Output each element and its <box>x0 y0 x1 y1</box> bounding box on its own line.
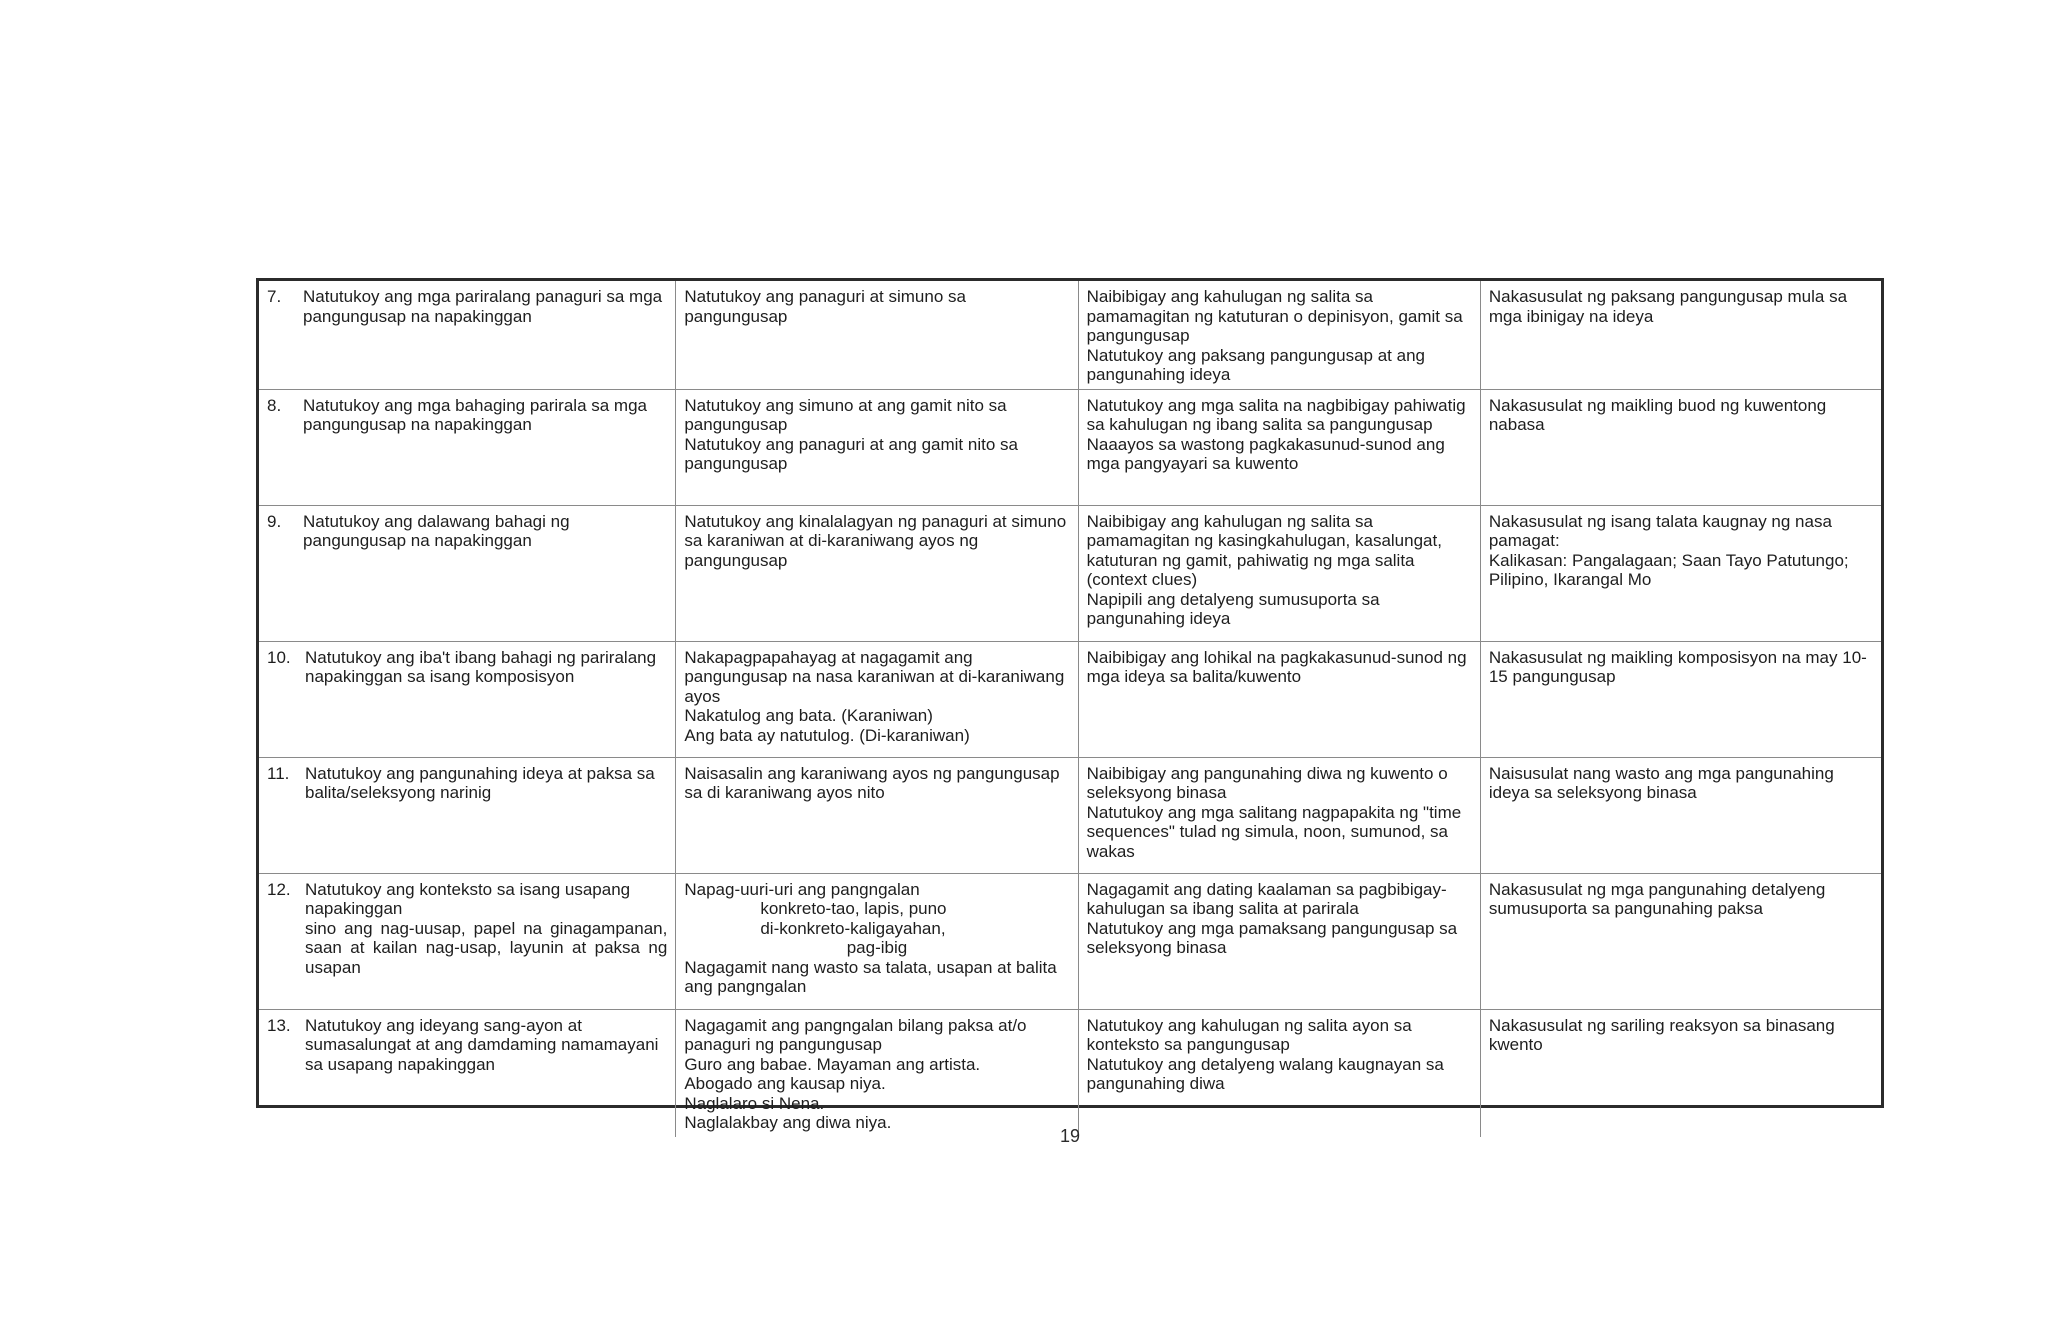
grammar-cell <box>676 389 1078 505</box>
listening-text: Natutukoy ang konteksto sa isang usapang napakinggan <box>305 879 631 918</box>
reading-text: Nagagamit ang dating kaalaman sa pagbibigay-kahulugan sa ibang salita at parirala <box>1086 879 1447 918</box>
listening-cell <box>259 757 676 873</box>
listening-cell <box>259 873 676 1009</box>
page-number: 19 <box>1059 1126 1081 1146</box>
writing-text: Nakasusulat ng paksang pangungusap mula sa mga ibinigay na ideya <box>1488 287 1848 326</box>
grammar-cell <box>676 641 1078 757</box>
grammar-cell <box>676 757 1078 873</box>
item-number: 13. <box>267 1015 291 1035</box>
writing-text: Nakasusulat ng maikling buod ng kuwentong nabasa <box>1488 395 1827 434</box>
table-row <box>259 505 1881 641</box>
listening-text: Natutukoy ang dalawang bahagi ng pangungusap na napakinggan <box>303 511 570 550</box>
competency-table-frame <box>256 278 1884 1132</box>
reading-text: Naibibigay ang kahulugan ng salita sa pamamagitan ng kasingkahulugan, kasalungat, katuturan ng gamit, pahiwatig ng mga salita (context clues) <box>1086 511 1442 589</box>
reading-text: Naibibigay ang pangunahing diwa ng kuwento o seleksyong binasa <box>1086 763 1448 802</box>
grammar-text: Nagagamit ang pangngalan bilang paksa at/o panaguri ng pangungusap <box>684 1015 1027 1054</box>
item-number: 8. <box>267 395 282 415</box>
listening-cell <box>259 1009 676 1137</box>
grammar-text: Natutukoy ang panaguri at ang gamit nito sa pangungusap <box>684 434 1018 473</box>
grammar-cell <box>676 505 1078 641</box>
grammar-text: Napag-uuri-uri ang pangngalan <box>684 879 920 899</box>
writing-cell <box>1480 873 1881 1009</box>
writing-cell <box>1480 389 1881 505</box>
writing-cell <box>1480 641 1881 757</box>
grammar-text: Nakapagpapahayag at nagagamit ang pangungusap na nasa karaniwan at di-karaniwang ayos <box>684 647 1065 706</box>
grammar-text: Ang bata ay natutulog. (Di-karaniwan) <box>684 725 970 745</box>
grammar-cell <box>676 1009 1078 1137</box>
reading-text: Naaayos sa wastong pagkakasunud-sunod ang mga pangyayari sa kuwento <box>1086 434 1445 473</box>
item-number: 12. <box>267 879 291 899</box>
writing-text: Nakasusulat ng maikling komposisyon na may 10-15 pangungusap <box>1488 647 1867 686</box>
writing-cell <box>1480 757 1881 873</box>
listening-text: Natutukoy ang mga bahaging parirala sa mga pangungusap na napakinggan <box>303 395 647 434</box>
table-row <box>259 873 1881 1009</box>
item-number: 9. <box>267 511 282 531</box>
grammar-text: Naisasalin ang karaniwang ayos ng pangungusap sa di karaniwang ayos nito <box>684 763 1060 802</box>
writing-text: Naisusulat nang wasto ang mga pangunahing ideya sa seleksyong binasa <box>1488 763 1834 802</box>
listening-cell <box>259 389 676 505</box>
grammar-text: Natutukoy ang kinalalagyan ng panaguri at simuno sa karaniwan at di-karaniwang ayos ng pangungusap <box>684 511 1067 570</box>
writing-text: Nakasusulat ng sariling reaksyon sa binasang kwento <box>1488 1015 1835 1054</box>
reading-text: Naibibigay ang lohikal na pagkakasunud-sunod ng mga ideya sa balita/kuwento <box>1086 647 1467 686</box>
reading-text: Naibibigay ang kahulugan ng salita sa pamamagitan ng katuturan o depinisyon, gamit sa pangungusap <box>1086 287 1463 345</box>
listening-cell <box>259 641 676 757</box>
grammar-text: konkreto-tao, lapis, puno <box>760 899 947 918</box>
grammar-text: Naglalakbay ang diwa niya. <box>684 1113 892 1132</box>
grammar-text: Nakatulog ang bata. (Karaniwan) <box>684 706 933 725</box>
writing-text: Nakasusulat ng mga pangunahing detalyeng sumusuporta sa pangunahing paksa <box>1488 879 1826 918</box>
writing-text: Nakasusulat ng isang talata kaugnay ng nasa pamagat: <box>1488 511 1832 550</box>
writing-cell <box>1480 505 1881 641</box>
table-row <box>259 281 1881 389</box>
table-row <box>259 641 1881 757</box>
competency-table <box>259 281 1881 1137</box>
writing-text: Kalikasan: Pangalagaan; Saan Tayo Patutungo; Pilipino, Ikarangal Mo <box>1488 550 1849 589</box>
item-number: 7. <box>267 287 282 306</box>
grammar-text: Nagagamit nang wasto sa talata, usapan at balita ang pangngalan <box>684 957 1057 996</box>
listening-text: Natutukoy ang pangunahing ideya at paksa sa balita/seleksyong narinig <box>305 763 655 802</box>
reading-cell <box>1078 641 1480 757</box>
reading-cell <box>1078 281 1480 389</box>
writing-cell <box>1480 1009 1881 1137</box>
grammar-text: Naglalaro si Nena. <box>684 1093 825 1113</box>
reading-text: Napipili ang detalyeng sumusuporta sa pangunahing ideya <box>1086 589 1380 628</box>
grammar-text: pag-ibig <box>846 938 908 957</box>
listening-text: sino ang nag-uusap, papel na ginagampanan, saan at kailan nag-usap, layunin at paksa ng usapan <box>305 918 668 977</box>
grammar-text: Natutukoy ang panaguri at simuno sa pangungusap <box>684 287 966 326</box>
reading-cell <box>1078 757 1480 873</box>
reading-text: Natutukoy ang kahulugan ng salita ayon sa konteksto sa pangungusap <box>1086 1015 1412 1054</box>
grammar-cell <box>676 873 1078 1009</box>
grammar-text: Natutukoy ang simuno at ang gamit nito sa pangungusap <box>684 395 1007 434</box>
reading-text: Natutukoy ang paksang pangungusap at ang pangunahing ideya <box>1086 345 1425 384</box>
reading-cell <box>1078 505 1480 641</box>
reading-text: Natutukoy ang mga pamaksang pangungusap sa seleksyong binasa <box>1086 918 1458 957</box>
reading-cell <box>1078 389 1480 505</box>
listening-cell <box>259 281 676 389</box>
grammar-cell <box>676 281 1078 389</box>
item-number: 10. <box>267 647 291 667</box>
writing-cell <box>1480 281 1881 389</box>
item-number: 11. <box>267 763 290 783</box>
listening-text: Natutukoy ang ideyang sang-ayon at sumasalungat at ang damdaming namamayani sa usapang napakinggan <box>305 1015 659 1074</box>
reading-cell <box>1078 873 1480 1009</box>
listening-cell <box>259 505 676 641</box>
listening-text: Natutukoy ang mga pariralang panaguri sa mga pangungusap na napakinggan <box>303 287 663 326</box>
reading-text: Natutukoy ang detalyeng walang kaugnayan sa pangunahing diwa <box>1086 1054 1444 1093</box>
table-row <box>259 1009 1881 1137</box>
reading-text: Natutukoy ang mga salitang nagpapakita ng "time sequences" tulad ng simula, noon, sumunod, sa wakas <box>1086 802 1462 861</box>
reading-text: Natutukoy ang mga salita na nagbibigay pahiwatig sa kahulugan ng ibang salita sa pangungusap <box>1086 395 1466 434</box>
grammar-text: Guro ang babae. Mayaman ang artista. <box>684 1054 981 1074</box>
listening-text: Natutukoy ang iba't ibang bahagi ng pariralang napakinggan sa isang komposisyon <box>305 647 657 686</box>
grammar-text: Abogado ang kausap niya. <box>684 1074 886 1093</box>
reading-cell <box>1078 1009 1480 1137</box>
grammar-text: di-konkreto-kaligayahan, <box>760 918 946 938</box>
table-row <box>259 389 1881 505</box>
table-row <box>259 757 1881 873</box>
